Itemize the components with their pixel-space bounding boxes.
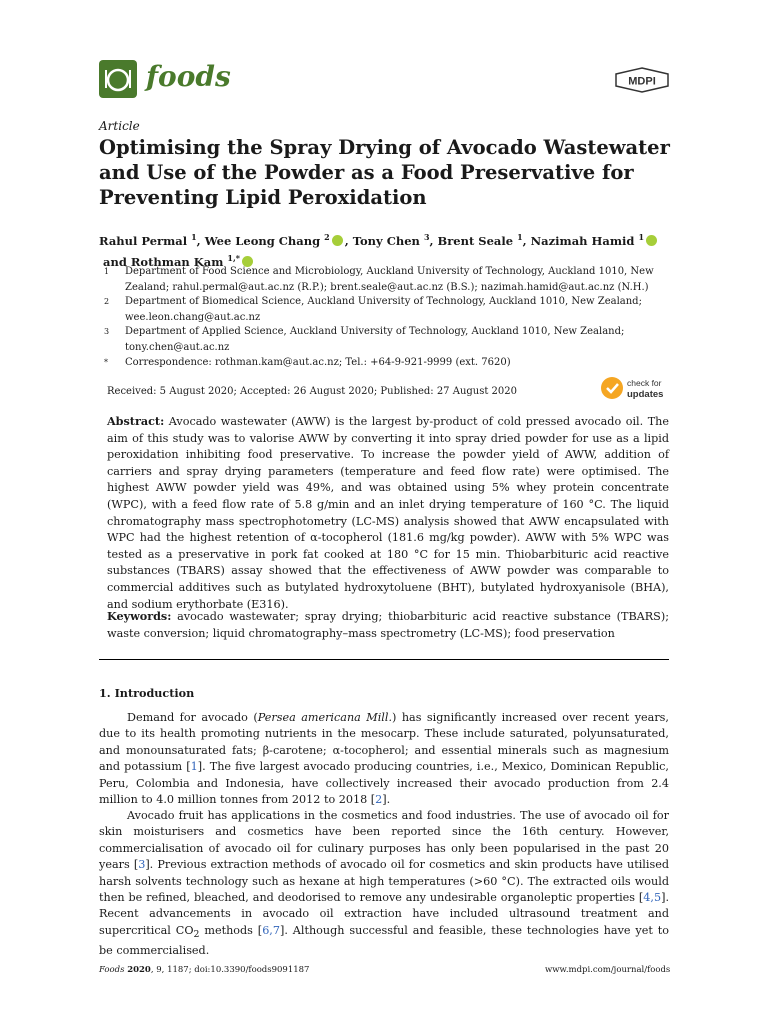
- affiliation-1: 1 Department of Food Science and Microbiology, Auckland University of Technology, Auckland 1010, New Zealand; rahul.permal@aut.ac.nz (R.P.); brent.seale@aut.ac.nz (B.S.); nazimah.hamid@aut.ac.nz (N.H.): [104, 266, 654, 293]
- citation-link[interactable]: 2: [375, 793, 383, 807]
- author-list: Rahul Permal $^1$, Wee Leong Chang $^2$ , Tony Chen $^3$, Brent Seale $^1$, Nazimah Hamid $^1$ and Rothman Kam $^{1,*}$: [99, 229, 679, 271]
- section-divider: [99, 659, 669, 660]
- footer-citation: Foods 2020, 9, 1187; doi:10.3390/foods9091187: [99, 965, 310, 975]
- author-affiliation-mark: 1: [191, 232, 197, 242]
- citation-link[interactable]: 4,5: [643, 891, 662, 905]
- intro-paragraph-1: Demand for avocado (Persea americana Mill.) has significantly increased over recent years, due to its health promoting nutrients in the mesocarp. These include saturated, polyunsaturated, and monounsaturated fats; β-carotene; α-tocopherol; and essential minerals such as magnesium and potassium [1]. The five largest avocado producing countries, i.e., Mexico, Dominican Republic, Peru, Colombia and Indonesia, have collectively increased their avocado production from 2.4 million to 4.0 million tonnes from 2012 to 2018 [2].: [99, 711, 669, 807]
- citation-link[interactable]: 6,7: [262, 923, 280, 937]
- svg-text:check for: check for: [627, 378, 662, 388]
- section-heading: 1. Introduction: [99, 686, 195, 700]
- orcid-icon[interactable]: [646, 235, 657, 246]
- abstract-label: Abstract:: [107, 414, 165, 428]
- check-for-updates-button[interactable]: [600, 374, 670, 406]
- abstract: [107, 413, 669, 613]
- author-name: Tony Chen: [352, 233, 420, 248]
- author-name: Nazimah Hamid: [530, 233, 635, 248]
- keywords-text: avocado wastewater; spray drying; thiobarbituric acid reactive substance (TBARS); waste conversion; liquid chromatography–mass spectrometry (LC-MS); food preservation: [107, 610, 669, 640]
- mdpi-logo: [613, 67, 671, 97]
- author-affiliation-mark: 2: [324, 232, 330, 242]
- paper-title: Optimising the Spray Drying of Avocado Wastewater and Use of the Powder as a Food Preservative for Preventing Lipid Peroxidation: [99, 136, 670, 209]
- journal-url-link[interactable]: www.mdpi.com/journal/foods: [545, 965, 671, 975]
- abstract-text: Avocado wastewater (AWW) is the largest by-product of cold pressed avocado oil. The aim of this study was to valorise AWW by converting it into spray dried powder for use as a lipid peroxidation inhibiting food preservative. To increase the powder yield of AWW, addition of carriers and spray drying parameters (temperature and feed flow rate) were optimised. The highest AWW powder yield was 49%, and was obtained using 5% whey protein concentrate (WPC), with a feed flow rate of 5.8 g/min and an inlet drying temperature of 160 °C. The liquid chromatography mass spectrophotometry (LC-MS) analysis showed that AWW encapsulated with WPC had the highest retention of α-tocopherol (181.6 mg/kg powder). AWW with 5% WPC was tested as a preservative in pork fat cooked at 180 °C for 15 min. Thiobarbituric acid reactive substances (TBARS) assay showed that the effectiveness of AWW powder was comparable to commercial additives such as butylated hydroxytoluene (BHT), butylated hydroxyanisole (BHA), and sodium erythorbate (E316).: [107, 415, 669, 611]
- affiliation-3: 3 Department of Applied Science, Auckland University of Technology, Auckland 1010, New Zealand; tony.chen@aut.ac.nz: [104, 326, 625, 353]
- journal-name: foods: [146, 60, 231, 93]
- author-name: Rahul Permal: [99, 233, 188, 248]
- author-name: Wee Leong Chang: [204, 233, 321, 248]
- author-affiliation-mark: 1: [517, 232, 523, 242]
- author-affiliation-mark: 1,*: [227, 252, 240, 263]
- svg-text:MDPI: MDPI: [628, 75, 656, 88]
- citation-link[interactable]: 1: [190, 760, 198, 774]
- article-type: Article: [99, 119, 140, 133]
- citation-link[interactable]: 3: [138, 858, 146, 872]
- publication-dates: Received: 5 August 2020; Accepted: 26 August 2020; Published: 27 August 2020: [107, 386, 518, 397]
- foods-logo-icon: [99, 60, 137, 98]
- author-name: Brent Seale: [437, 233, 514, 248]
- author-affiliation-mark: 1: [638, 232, 645, 242]
- svg-text:updates: updates: [627, 389, 664, 400]
- correspondence: * Correspondence: rothman.kam@aut.ac.nz; Tel.: +64-9-921-9999 (ext. 7620): [104, 357, 511, 368]
- intro-paragraph-2: Avocado fruit has applications in the cosmetics and food industries. The use of avocado oil for skin moisturisers and cosmetics have been reported since the 16th century. However, commercialisation of avocado oil for culinary purposes has only been popularised in the past 20 years [3]. Previous extraction methods of avocado oil for cosmetics and skin products have utilised harsh solvents technology such as hexane at high temperatures (>60 °C). The extracted oils would then be refined, bleached, and deodorised to remove any undesirable organoleptic properties [4,5]. Recent advancements in avocado oil extraction have included ultrasound treatment and supercritical $CO_2$ methods [6,7]. Although successful and feasible, these technologies have yet to be commercialised.: [99, 809, 670, 958]
- author-name: Rothman Kam: [130, 254, 224, 269]
- affiliation-2: 2 Department of Biomedical Science, Auckland University of Technology, Auckland 1010, New Zealand; wee.leon.chang@aut.ac.nz: [104, 296, 642, 323]
- keywords: [107, 608, 669, 642]
- keywords-label: Keywords:: [107, 609, 172, 623]
- orcid-icon[interactable]: [332, 235, 343, 246]
- author-affiliation-mark: 3: [423, 232, 430, 242]
- species-name: Persea americana Mill.: [257, 711, 393, 724]
